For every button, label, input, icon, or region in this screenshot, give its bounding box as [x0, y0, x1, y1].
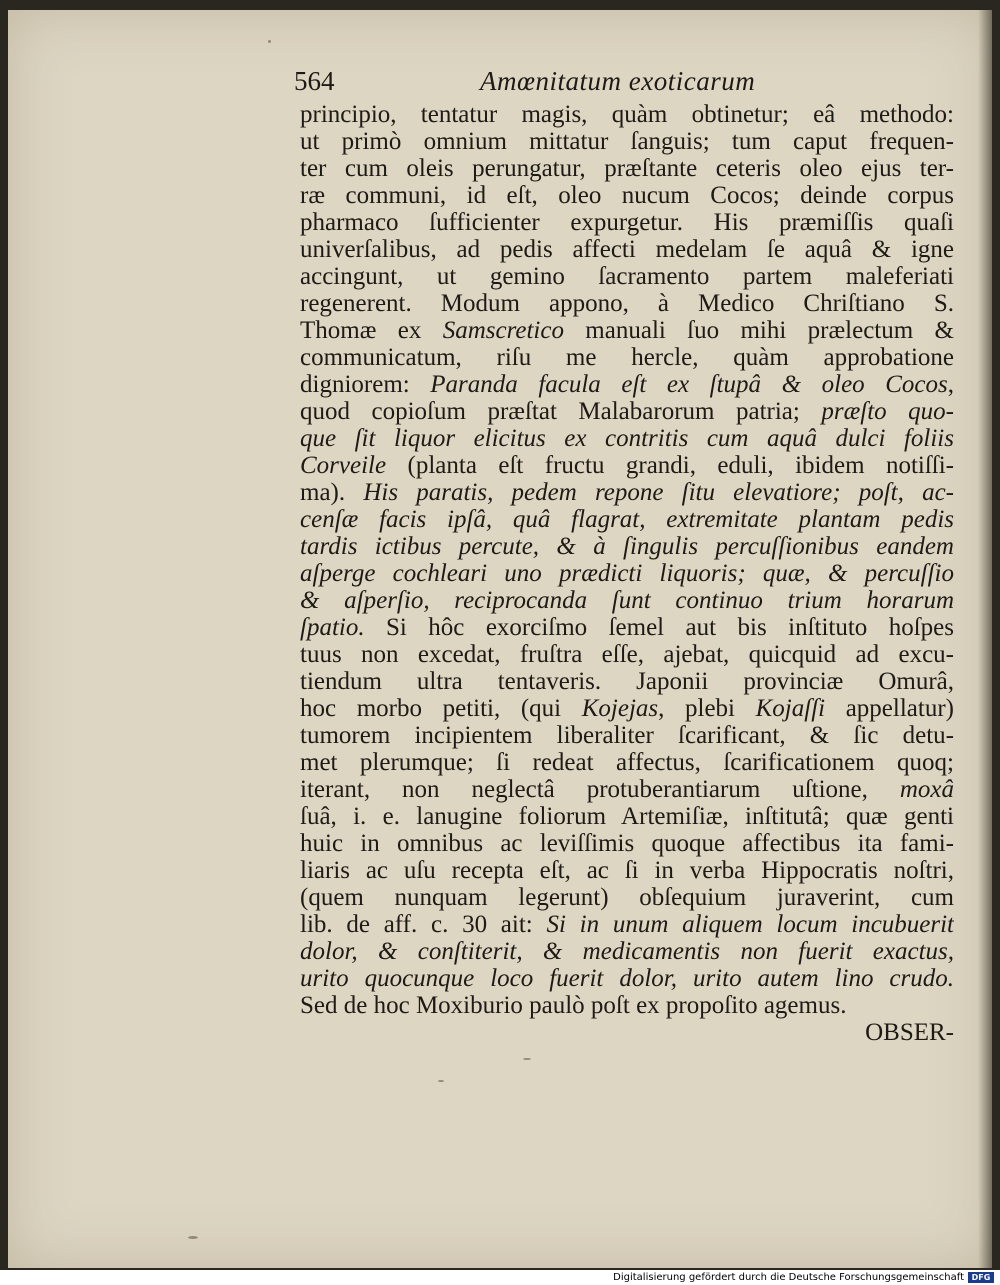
italic-text-run: Kojejas	[581, 695, 659, 722]
text-run: communicatum, riſu me hercle, quàm approbatione	[300, 344, 954, 371]
text-run: lib. de aff. c. 30 ait:	[300, 911, 547, 938]
text-line	[300, 938, 954, 965]
text-run: ræ communi, id eſt, oleo nucum Cocos; deinde corpus	[300, 182, 954, 209]
paper-stain	[438, 1080, 444, 1082]
text-run: ut primò omnium mittatur ſanguis; tum caput frequen-	[300, 128, 954, 155]
text-run: tumorem incipientem liberaliter ſcarificant, & ſic detu-	[300, 722, 954, 749]
text-line	[300, 209, 954, 236]
text-run: ſuâ, i. e. lanugine foliorum Artemiſiæ, inſtitutâ; quæ genti	[300, 803, 954, 830]
text-line	[300, 884, 954, 911]
text-run: tiendum ultra tentaveris. Japonii provinciæ Omurâ,	[300, 668, 954, 695]
text-run: (planta eſt fructu grandi, eduli, ibidem notiſſi-	[386, 452, 954, 479]
text-run: pharmaco ſufficienter expurgetur. His præmiſſis quaſi	[300, 209, 954, 236]
text-run: manuali ſuo mihi prælectum &	[563, 317, 954, 344]
text-line	[300, 479, 954, 506]
dfg-credit-text: Digitalisierung gefördert durch die Deutsche Forschungsgemeinschaft	[613, 1272, 964, 1283]
text-line	[300, 911, 954, 938]
text-line	[300, 560, 954, 587]
text-line	[300, 290, 954, 317]
page-number: 564	[294, 66, 335, 96]
text-run: Si hôc exorciſmo ſemel aut bis inſtituto hoſpes	[364, 614, 954, 641]
italic-text-run: ſpatio.	[300, 614, 365, 641]
text-run: huic in omnibus ac leviſſimis quoque affectibus ita fami-	[300, 830, 954, 857]
text-run: (quem nunquam legerunt) obſequium juraverint, cum	[300, 884, 954, 911]
text-run: Sed de hoc Moxiburio paulò poſt ex propoſito agemus.	[300, 992, 847, 1019]
text-run: tuus non excedat, fruſtra eſſe, ajebat, quicquid ad excu-	[300, 641, 954, 668]
text-line	[300, 749, 954, 776]
text-line	[300, 857, 954, 884]
dfg-logo: DFG	[968, 1272, 994, 1283]
italic-text-run: moxâ	[899, 776, 954, 803]
italic-text-run: que ſit liquor elicitus ex contritis cum aquâ dulci foliis	[300, 425, 954, 452]
text-run: ma).	[300, 479, 364, 506]
text-run: regenerent. Modum appono, à Medico Chriſtiano S.	[300, 290, 954, 317]
paper-stain	[523, 1058, 531, 1060]
italic-text-run: & aſperſio, reciprocanda ſunt continuo trium horarum	[300, 587, 954, 614]
running-title: Amœnitatum exoticarum	[480, 66, 756, 96]
text-line	[300, 182, 954, 209]
text-run: digniorem:	[300, 371, 431, 398]
text-line	[300, 371, 954, 398]
italic-text-run: urito quocunque loco fuerit dolor, urito autem lino crudo.	[300, 965, 954, 992]
page-edge-shadow	[978, 10, 992, 1268]
italic-text-run: præſto quo-	[821, 398, 954, 425]
text-run: hoc morbo petiti, (qui	[300, 695, 582, 722]
text-line	[300, 533, 954, 560]
digitization-footer	[0, 1270, 1000, 1285]
paper-stain	[188, 1236, 198, 1239]
text-run: ,	[947, 371, 954, 398]
text-run: quod copioſum præſtat Malabarorum patria;	[300, 398, 822, 425]
text-line	[300, 263, 954, 290]
text-run: liaris ac uſu recepta eſt, ac ſi in verba Hippocratis noſtri,	[300, 857, 954, 884]
italic-text-run: Kojaſſi	[755, 695, 826, 722]
text-run: principio, tentatur magis, quàm obtinetur; eâ methodo:	[300, 101, 954, 128]
text-run: iterant, non neglectâ protuberantiarum uſtione,	[300, 776, 900, 803]
text-line	[300, 776, 954, 803]
text-line	[300, 668, 954, 695]
paper-stain	[268, 40, 271, 43]
catchword: OBSER-	[865, 1019, 954, 1046]
text-line	[300, 128, 954, 155]
italic-text-run: Samscretico	[442, 317, 564, 344]
text-line	[300, 236, 954, 263]
italic-text-run: dolor, & conſtiterit, & medicamentis non fuerit exactus,	[300, 938, 954, 965]
text-line	[300, 155, 954, 182]
text-line	[300, 317, 954, 344]
italic-text-run: His paratis, pedem repone ſitu elevatiore; poſt, ac-	[363, 479, 954, 506]
text-line	[300, 830, 954, 857]
text-line	[300, 101, 954, 128]
text-line	[300, 803, 954, 830]
text-line	[300, 452, 954, 479]
italic-text-run: tardis ictibus percute, & à ſingulis percuſſionibus eandem	[300, 533, 954, 560]
text-line	[300, 722, 954, 749]
text-run: ter cum oleis perungatur, præſtante ceteris oleo ejus ter-	[300, 155, 954, 182]
text-line	[300, 506, 954, 533]
text-line	[300, 992, 954, 1019]
text-line	[300, 398, 954, 425]
text-line	[300, 965, 954, 992]
text-line	[300, 344, 954, 371]
text-line	[300, 641, 954, 668]
text-run: accingunt, ut gemino ſacramento partem maleferiati	[300, 263, 954, 290]
page-header	[290, 66, 950, 100]
text-run: met plerumque; ſi redeat affectus, ſcarificationem quoq;	[300, 749, 954, 776]
text-run: , plebi	[658, 695, 756, 722]
italic-text-run: Si in unum aliquem locum incubuerit	[546, 911, 954, 938]
text-run: Thomæ ex	[300, 317, 443, 344]
text-run: appellatur)	[825, 695, 954, 722]
body-text	[300, 101, 954, 1046]
text-line	[300, 695, 954, 722]
italic-text-run: aſperge cochleari uno prædicti liquoris; quæ, & percuſſio	[300, 560, 954, 587]
italic-text-run: Paranda facula eſt ex ſtupâ & oleo Cocos	[430, 371, 948, 398]
text-line	[300, 614, 954, 641]
text-line	[300, 425, 954, 452]
text-line	[300, 587, 954, 614]
text-run: univerſalibus, ad pedis affecti medelam ſe aquâ & igne	[300, 236, 954, 263]
italic-text-run: cenſæ facis ipſâ, quâ flagrat, extremitate plantam pedis	[300, 506, 954, 533]
italic-text-run: Corveile	[300, 452, 387, 479]
